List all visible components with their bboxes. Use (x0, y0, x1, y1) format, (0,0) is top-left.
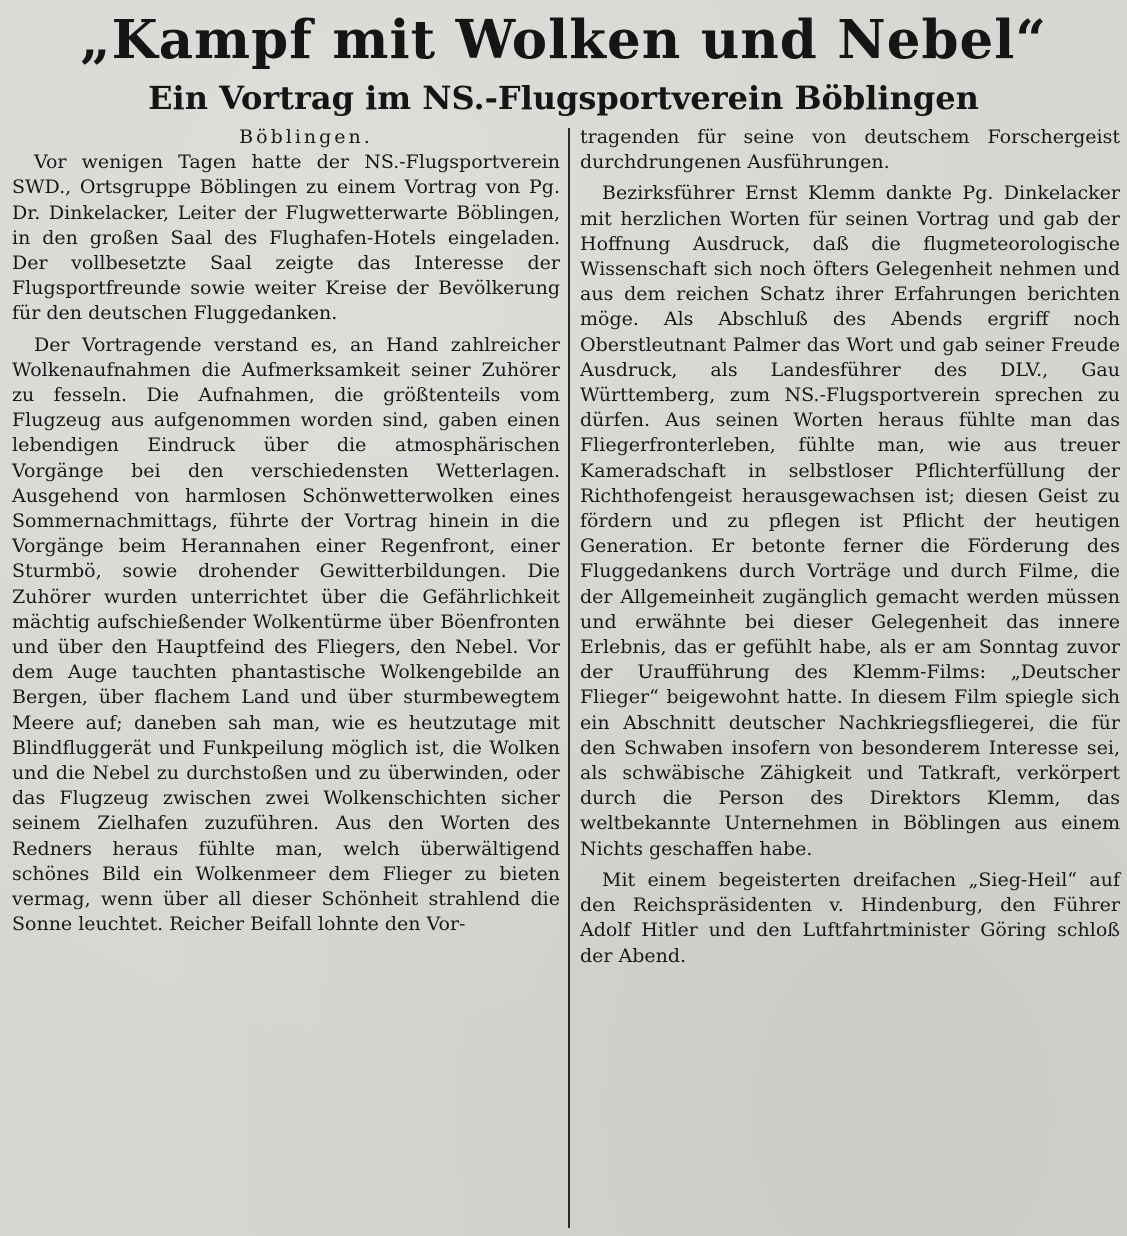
column-divider (568, 128, 570, 1228)
subheadline: Ein Vortrag im NS.-Flugsportverein Böblingen (148, 79, 979, 117)
paragraph: tragenden für seine von deutschem Forschergeist durchdrungenen Ausführungen. (580, 126, 1120, 174)
paragraph: Mit einem begeisterten dreifachen „Sieg-Heil“ auf den Reichspräsidenten v. Hindenburg, den Führer Adolf Hitler und den Luftfahrtminister Göring schloß der Abend. (580, 868, 1120, 967)
headline: „Kampf mit Wolken und Nebel“ (80, 9, 1047, 71)
paragraph: Der Vortragende verstand es, an Hand zahlreicher Wolkenaufnahmen die Aufmerksamkeit seiner Zuhörer zu fesseln. Die Aufnahmen, die größtenteils vom Flugzeug aus aufgenommen worden sind, gaben einen lebendigen Eindruck über die atmosphärischen Vorgänge bei den verschiedensten Wetterlagen. Ausgehend von harmlosen Schönwetterwolken eines Sommernachmittags, führte der Vortrag hinein in die Vorgänge beim Herannahen einer Regenfront, einer Sturmbö, sowie drohender Gewitterbildungen. Die Zuhörer wurden unterrichtet über die Gefährlichkeit mächtig aufschießender Wolkentürme über Böenfronten und über den Hauptfeind des Fliegers, den Nebel. Vor dem Auge tauchten phantastische Wolkengebilde an Bergen, über flachem Land und über sturmbewegtem Meere auf; daneben sah man, wie es heutzutage mit Blindfluggerät und Funkpeilung möglich ist, die Wolken und die Nebel zu durchstoßen und zu überwinden, oder das Flugzeug zwischen zwei Wolkenschichten sicher seinem Zielhafen zuzuführen. Aus den Worten des Redners heraus fühlte man, welch überwältigend schönes Bild ein Wolkenmeer dem Flieger zu bieten vermag, wenn über all dieser Schönheit strahlend die Sonne leuchtet. Reicher Beifall lohnte den Vor- (12, 333, 560, 936)
paragraph: Vor wenigen Tagen hatte der NS.-Flugsportverein SWD., Ortsgruppe Böblingen zu einem Vortrag von Pg. Dr. Dinkelacker, Leiter der Flugwetterwarte Böblingen, in den großen Saal des Flughafen-Hotels eingeladen. Der vollbesetzte Saal zeigte das Interesse der Flugsportfreunde sowie weiter Kreise der Bevölkerung für den deutschen Fluggedanken. (12, 151, 560, 325)
article-column-right (580, 125, 1120, 975)
dateline: Böblingen. (239, 126, 373, 148)
article-column-left (12, 125, 560, 944)
paragraph: Bezirksführer Ernst Klemm dankte Pg. Dinkelacker mit herzlichen Worten für seinen Vortrag und gab der Hoffnung Ausdruck, daß die flugmeteorologische Wissenschaft sich noch öfters Gelegenheit nehmen und aus dem reichen Schatz ihrer Erfahrungen berichten möge. Als Abschluß des Abends ergriff noch Oberstleutnant Palmer das Wort und gab seiner Freude Ausdruck, als Landesführer des DLV., Gau Württemberg, zum NS.-Flugsportverein sprechen zu dürfen. Aus seinen Worten heraus fühlte man das Fliegerfronterleben, fühlte man, wie aus treuer Kameradschaft in selbstloser Pflichterfüllung der Richthofengeist herausgewachsen ist; diesen Geist zu fördern und zu pflegen ist Pflicht der heutigen Generation. Er betonte ferner die Förderung des Fluggedankens durch Vorträge und durch Filme, die der Allgemeinheit zugänglich gemacht werden müssen und erwähnte bei dieser Gelegenheit das innere Erlebnis, das er gefühlt habe, als er am Sonntag zuvor der Uraufführung des Klemm-Films: „Deutscher Flieger“ beigewohnt hatte. In diesem Film spiegle sich ein Abschnitt deutscher Nachkriegsfliegerei, die für den Schwaben insofern von besonderem Interesse sei, als schwäbische Zähigkeit und Tatkraft, verkörpert durch die Person des Direktors Klemm, das weltbekannte Unternehmen in Böblingen aus einem Nichts geschaffen habe. (580, 182, 1120, 860)
